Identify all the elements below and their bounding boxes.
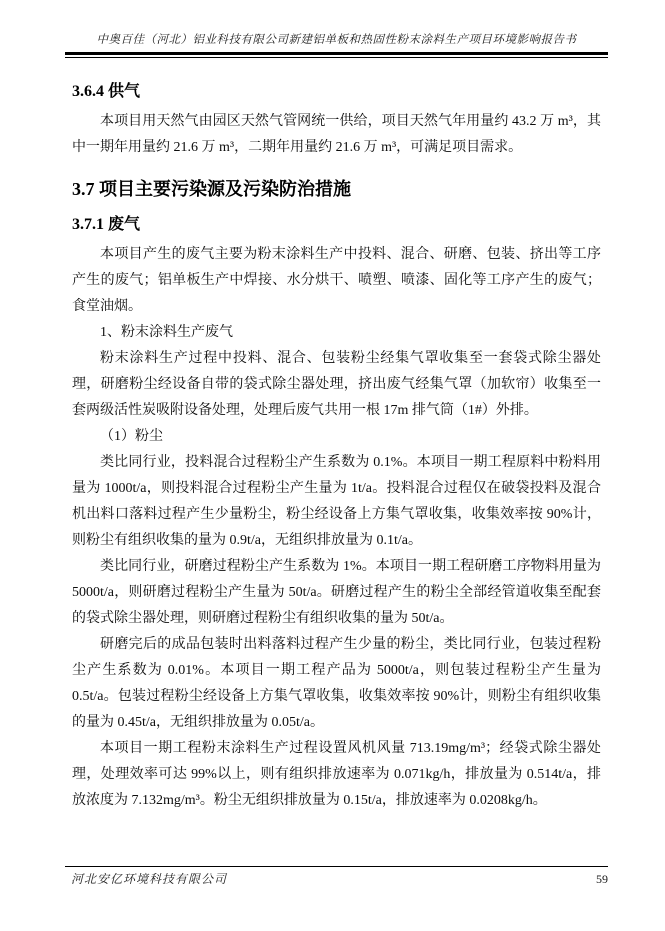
paragraph-feeding-mixing-dust: 类比同行业，投料混合过程粉尘产生系数为 0.1%。本项目一期工程原料中粉料用量为 1000t/a，则投料混合过程粉尘产生量为 1t/a。投料混合过程仅在破袋投料及混合机出料口落料过程产生少量粉尘，粉尘经设备上方集气罩收集，收集效率按 90%计，则粉尘有组织收集的量为 0.9t/a，无组织排放量为 0.1t/a。	[72, 455, 601, 548]
header-title: 中奥百佳（河北）铝业科技有限公司新建铝单板和热固性粉末涂料生产项目环境影响报告书	[96, 34, 577, 46]
paragraph-gas-supply: 本项目用天然气由园区天然气管网统一供给，项目天然气年用量约 43.2 万 m³，其中一期年用量约 21.6 万 m³，二期年用量约 21.6 万 m³，可满足项目需求。	[72, 114, 601, 155]
paragraph-dust-collection-process: 粉末涂料生产过程中投料、混合、包装粉尘经集气罩收集至一套袋式除尘器处理，研磨粉尘经设备自带的袋式除尘器处理，挤出废气经集气罩（加软帘）收集至一套两级活性炭吸附设备处理，处理后废气共用一根 17m 排气筒（1#）外排。	[72, 351, 601, 418]
paragraph-powder-coating-label: 1、粉末涂料生产废气	[100, 325, 233, 340]
page-header	[0, 0, 665, 58]
paragraph-fan-emission-data: 本项目一期工程粉末涂料生产过程设置风机风量 713.19mg/m³；经袋式除尘器处理，处理效率可达 99%以上，则有组织排放速率为 0.071kg/h，排放量为 0.514t/a，排放浓度为 7.132mg/m³。粉尘无组织排放量为 0.15t/a，排放速率为 0.0208kg/h。	[72, 741, 601, 808]
footer-row	[65, 867, 608, 931]
paragraph-grinding-dust: 类比同行业，研磨过程粉尘产生系数为 1%。本项目一期工程研磨工序物料用量为 5000t/a，则研磨过程粉尘产生量为 50t/a。研磨过程产生的粉尘全部经管道收集至配套的袋式除尘器处理，则研磨过程粉尘有组织收集的量为 50t/a。	[72, 559, 601, 626]
footer-company: 河北安亿环境科技有限公司	[71, 872, 228, 886]
heading-3-7-1-waste-gas: 3.7.1 废气	[72, 216, 141, 233]
page-number: 59	[596, 872, 608, 886]
heading-3-7-pollution-sources: 3.7 项目主要污染源及污染防治措施	[72, 179, 351, 199]
heading-3-6-4-gas-supply: 3.6.4 供气	[72, 83, 141, 100]
paragraph-waste-gas-overview: 本项目产生的废气主要为粉末涂料生产中投料、混合、研磨、包装、挤出等工序产生的废气；铝单板生产中焊接、水分烘干、喷塑、喷漆、固化等工序产生的废气；食堂油烟。	[72, 247, 601, 314]
paragraph-packaging-dust: 研磨完后的成品包装时出料落料过程产生少量的粉尘，类比同行业，包装过程粉尘产生系数为 0.01%。本项目一期工程产品为 5000t/a，则包装过程粉尘产生量为 0.5t/a。包装过程粉尘经设备上方集气罩收集，收集效率按 90%计，则粉尘有组织收集的量为 0.45t/a，无组织排放量为 0.05t/a。	[72, 637, 601, 730]
paragraph-dust-label: （1）粉尘	[100, 429, 163, 444]
page-content	[0, 58, 665, 814]
page-footer	[0, 866, 665, 931]
